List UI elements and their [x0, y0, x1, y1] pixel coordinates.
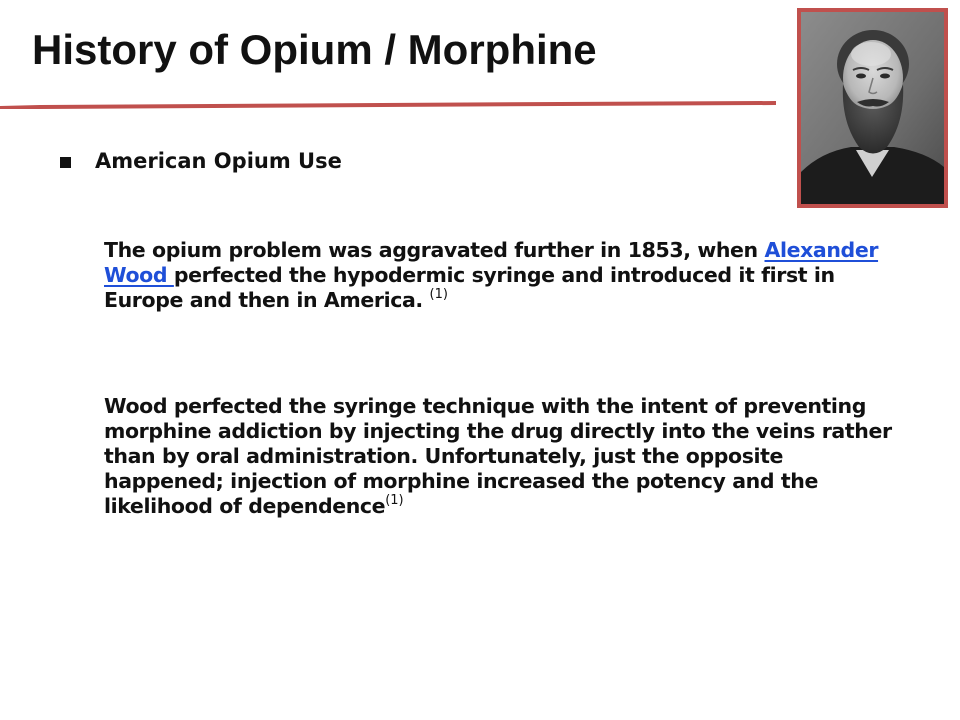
paragraph-wood-intent	[104, 394, 894, 519]
paragraph-text: Wood perfected the syringe technique with the intent of preventing morphine addiction by injecting the drug directly into the veins rather than by oral administration. Unfortunately, just the opposite happened; injection of morphine increased the potency and the likelihood of dependence	[104, 394, 892, 518]
title-underline	[0, 94, 776, 116]
slide-title: History of Opium / Morphine	[32, 26, 597, 73]
portrait-photo-icon	[801, 12, 944, 204]
square-bullet-icon	[60, 157, 71, 168]
bullet-item	[60, 144, 342, 178]
citation-marker: (1)	[429, 287, 448, 302]
portrait-photo	[797, 8, 948, 208]
paragraph-syringe-history	[104, 238, 894, 313]
paragraph-text: perfected the hypodermic syringe and introduced it first in Europe and then in America.	[104, 263, 835, 312]
citation-marker: (1)	[385, 493, 404, 508]
bullet-heading: American Opium Use	[95, 149, 342, 173]
alexander-wood-link[interactable]: Alexander Wood	[104, 238, 879, 287]
paragraph-text: The opium problem was aggravated further in 1853, when	[104, 238, 765, 262]
